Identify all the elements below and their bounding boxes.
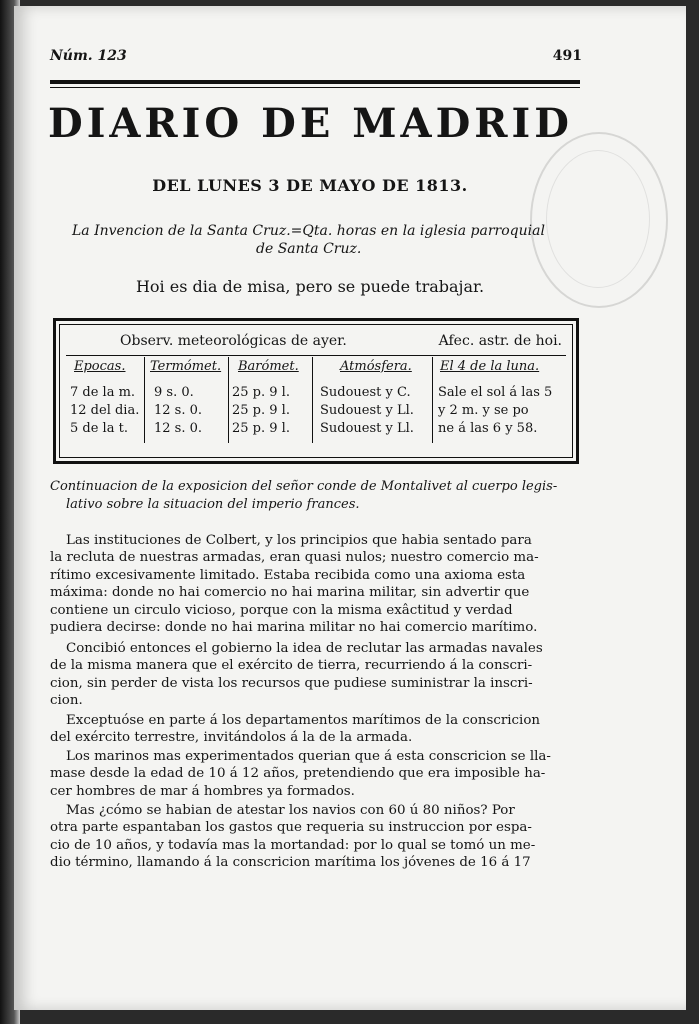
article-paragraph-1	[50, 532, 578, 636]
row-1-termometro: 9 s. 0.	[154, 385, 194, 400]
row-2-atmosfera: Sudouest y Ll.	[320, 403, 414, 418]
library-stamp-inner-ring	[546, 150, 650, 288]
astro-line-2: y 2 m. y se po	[438, 403, 529, 418]
row-1-epoca: 7 de la m.	[70, 385, 136, 400]
row-3-barometro: 25 p. 9 l.	[232, 421, 290, 436]
saints-of-day	[72, 222, 572, 258]
article-subtitle-line-2: lativo sobre la situacion del imperio frances.	[66, 497, 360, 512]
paragraph-line: de la misma manera que el exército de tierra, recurriendo á la conscri-	[50, 658, 533, 674]
col-luna: El 4 de la luna.	[440, 359, 540, 374]
header-rule-thick	[50, 80, 580, 84]
row-3-termometro: 12 s. 0.	[154, 421, 203, 436]
newspaper-title: DIARIO DE MADRID	[48, 100, 573, 147]
paragraph-line: Las instituciones de Colbert, y los principios que habia sentado para	[66, 533, 532, 548]
saints-line-1: La Invencion de la Santa Cruz.=Qta. horas en la iglesia parroquial	[72, 223, 545, 239]
astro-line-1: Sale el sol á las 5	[438, 385, 553, 400]
col-divider	[312, 357, 313, 443]
issue-date: DEL LUNES 3 DE MAYO DE 1813.	[152, 176, 468, 195]
col-divider	[144, 357, 145, 443]
astro-heading: Afec. astr. de hoi.	[438, 333, 562, 349]
row-2-termometro: 12 s. 0.	[154, 403, 203, 418]
weather-table	[53, 318, 579, 464]
paragraph-line: Concibió entonces el gobierno la idea de reclutar las armadas navales	[66, 641, 543, 656]
weather-table-inner-border	[59, 324, 573, 458]
paragraph-line: del exército terrestre, invitándolos á la de la armada.	[50, 730, 413, 746]
col-divider	[228, 357, 229, 443]
paragraph-line: cer hombres de mar á hombres ya formados.	[50, 783, 355, 799]
paragraph-line: cio de 10 años, y todavía mas la mortandad: por lo qual se tomó un me-	[50, 837, 536, 853]
paragraph-line: cion.	[50, 693, 83, 709]
col-epocas: Epocas.	[74, 359, 126, 374]
col-atmosfera: Atmósfera.	[340, 359, 412, 374]
row-2-epoca: 12 del dia.	[70, 403, 140, 418]
issue-number: Núm. 123	[50, 48, 127, 64]
paragraph-line: pudiera decirse: donde no hai marina militar no hai comercio marítimo.	[50, 620, 538, 636]
article-paragraph-5	[50, 802, 578, 872]
article-paragraph-3	[50, 712, 578, 747]
row-1-barometro: 25 p. 9 l.	[232, 385, 290, 400]
header-rule-thin	[50, 87, 580, 88]
row-2-barometro: 25 p. 9 l.	[232, 403, 290, 418]
row-3-atmosfera: Sudouest y Ll.	[320, 421, 414, 436]
row-3-epoca: 5 de la t.	[70, 421, 128, 436]
col-barometro: Barómet.	[238, 359, 299, 374]
row-1-atmosfera: Sudouest y C.	[320, 385, 411, 400]
paragraph-line: rítimo excesivamente limitado. Estaba recibida como una axioma esta	[50, 567, 526, 583]
article-paragraph-2	[50, 640, 578, 710]
paragraph-line: dio término, llamando á la conscricion marítima los jóvenes de 16 á 17	[50, 855, 531, 871]
col-divider	[432, 357, 433, 443]
col-termometro: Termómet.	[150, 359, 222, 374]
paragraph-line: máxima: donde no hai comercio no hai marina militar, sin advertir que	[50, 585, 530, 601]
paragraph-line: la recluta de nuestras armadas, eran quasi nulos; nuestro comercio ma-	[50, 550, 539, 566]
paragraph-line: cion, sin perder de vista los recursos que pudiese suministrar la inscri-	[50, 675, 533, 691]
paragraph-line: contiene un circulo vicioso, porque con la misma exâctitud y verdad	[50, 602, 513, 618]
issue-header	[50, 48, 582, 68]
paragraph-line: Los marinos mas experimentados querian que á esta conscricion se lla-	[66, 749, 551, 764]
article-subtitle-line-1: Continuacion de la exposicion del señor conde de Montalivet al cuerpo legis-	[50, 479, 558, 494]
saints-line-2: de Santa Cruz.	[256, 241, 362, 257]
mass-note: Hoi es dia de misa, pero se puede trabajar.	[135, 277, 485, 296]
article-subtitle	[50, 478, 590, 514]
weather-heading-rule	[66, 355, 566, 356]
paragraph-line: Exceptuóse en parte á los departamentos marítimos de la conscricion	[66, 713, 541, 728]
paragraph-line: Mas ¿cómo se habian de atestar los navios con 60 ú 80 niños? Por	[66, 803, 515, 818]
article-paragraph-4	[50, 748, 578, 800]
weather-heading: Observ. meteorológicas de ayer.	[120, 333, 347, 349]
paragraph-line: otra parte espantaban los gastos que requeria su instruccion por espa-	[50, 820, 532, 836]
paragraph-line: mase desde la edad de 10 á 12 años, pretendiendo que era imposible ha-	[50, 766, 546, 782]
page-number: 491	[552, 48, 582, 64]
astro-line-3: ne á las 6 y 58.	[438, 421, 538, 436]
